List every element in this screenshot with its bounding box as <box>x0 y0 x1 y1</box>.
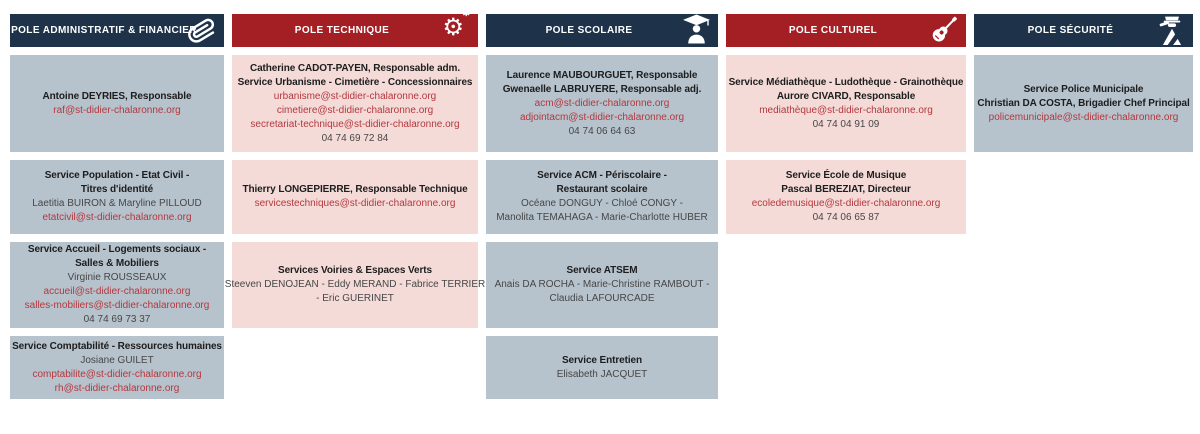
card-title-line: Service Police Municipale <box>1023 83 1144 95</box>
email-link[interactable]: raf@st-didier-chalaronne.org <box>53 104 181 116</box>
card-text-line: Claudia LAFOURCADE <box>549 293 655 304</box>
card-title-line: Service Comptabilité - Ressources humaines <box>12 340 222 352</box>
card-title-line: Service ATSEM <box>566 265 638 276</box>
service-card <box>486 55 718 152</box>
pole-column-technique <box>224 5 486 434</box>
email-link[interactable]: adjointacm@st-didier-chalaronne.org <box>519 111 685 123</box>
pole-header-administratif-financier <box>10 14 224 47</box>
pole-header-culturel <box>726 14 966 47</box>
pole-header-scolaire <box>486 14 718 47</box>
pole-title: POLE SÉCURITÉ <box>1027 25 1114 36</box>
email-link[interactable]: ecoledemusique@st-didier-chalaronne.org <box>751 198 941 209</box>
service-card <box>486 336 718 399</box>
phone-number: 04 74 69 73 37 <box>83 314 151 325</box>
email-link[interactable]: accueil@st-didier-chalaronne.org <box>43 286 191 297</box>
service-card <box>232 55 478 152</box>
email-link[interactable]: mediathèque@st-didier-chalaronne.org <box>759 104 933 116</box>
service-card <box>10 160 224 234</box>
phone-number: 04 74 69 72 84 <box>321 132 389 144</box>
card-title-line: Antoine DEYRIES, Responsable <box>42 90 192 102</box>
card-title-line: Pascal BEREZIAT, Directeur <box>781 184 911 195</box>
card-title-line: Thierry LONGEPIERRE, Responsable Technique <box>242 184 468 195</box>
card-text-line: Elisabeth JACQUET <box>556 368 648 380</box>
email-link[interactable]: acm@st-didier-chalaronne.org <box>534 97 670 109</box>
card-title-line: Service ACM - Périscolaire - <box>537 170 667 181</box>
card-title-line: Service Accueil - Logements sociaux - <box>27 244 207 255</box>
pole-title: POLE CULTUREL <box>788 25 878 36</box>
card-text-line: Steeven DENOJEAN - Eddy MERAND - Fabrice TERRIER <box>224 279 486 290</box>
card-title-line: Service Entretien <box>561 354 642 366</box>
card-title-line: Catherine CADOT-PAYEN, Responsable adm. <box>249 62 461 74</box>
email-link[interactable]: policemunicipale@st-didier-chalaronne.org <box>988 111 1179 123</box>
card-text-line: Laetitia BUIRON & Maryline PILLOUD <box>32 198 202 209</box>
pole-column-securite <box>974 14 1193 434</box>
pole-column-scolaire <box>486 14 718 434</box>
service-card <box>486 160 718 234</box>
pole-column-administratif-financier <box>10 14 224 434</box>
service-card <box>10 242 224 328</box>
email-link[interactable]: secretariat-technique@st-didier-chalaronne.org <box>250 118 460 130</box>
card-title-line: Laurence MAUBOURGUET, Responsable <box>506 69 698 81</box>
card-title-line: Service Urbanisme - Cimetière - Concessionnaires <box>237 76 473 88</box>
phone-number: 04 74 06 65 87 <box>812 212 880 223</box>
phone-number: 04 74 04 91 09 <box>812 118 880 130</box>
card-title-line: Gwenaelle LABRUYERE, Responsable adj. <box>502 83 702 95</box>
service-card <box>10 336 224 399</box>
service-card <box>232 160 478 234</box>
card-title-line: Salles & Mobiliers <box>75 258 159 269</box>
email-link[interactable]: cimetiere@st-didier-chalaronne.org <box>276 104 434 116</box>
email-link[interactable]: servicestechniques@st-didier-chalaronne.org <box>254 198 456 209</box>
guitar-icon <box>936 13 954 45</box>
card-title-line: Titres d'identité <box>80 184 154 195</box>
service-card <box>10 55 224 152</box>
pole-title: POLE ADMINISTRATIF & FINANCIER <box>11 25 197 36</box>
pole-column-culturel <box>726 14 966 434</box>
pole-header-technique <box>232 5 478 47</box>
email-link[interactable]: salles-mobiliers@st-didier-chalaronne.org <box>24 300 210 311</box>
pole-header-securite <box>974 14 1193 47</box>
service-card <box>726 55 966 152</box>
card-text-line: Anais DA ROCHA - Marie-Christine RAMBOUT - <box>494 279 710 290</box>
card-text-line: Virginie ROUSSEAUX <box>67 272 167 283</box>
graduation-cap-icon <box>683 14 710 43</box>
email-link[interactable]: comptabilite@st-didier-chalaronne.org <box>32 368 202 380</box>
phone-number: 04 74 06 64 63 <box>568 125 636 137</box>
email-link[interactable]: rh@st-didier-chalaronne.org <box>54 382 180 394</box>
card-title-line: Christian DA COSTA, Brigadier Chef Principal <box>977 97 1190 109</box>
card-title-line: Restaurant scolaire <box>556 184 648 195</box>
card-text-line: Océane DONGUY - Chloé CONGY - <box>521 198 683 209</box>
email-link[interactable]: etatcivil@st-didier-chalaronne.org <box>42 212 192 223</box>
service-card <box>486 242 718 328</box>
card-title-line: Service Population - Etat Civil - <box>44 170 190 181</box>
card-text-line: Josiane GUILET <box>80 354 154 366</box>
email-link[interactable]: urbanisme@st-didier-chalaronne.org <box>273 90 437 102</box>
police-officer-icon <box>1159 15 1185 45</box>
card-title-line: Aurore CIVARD, Responsable <box>776 90 916 102</box>
pole-title: POLE SCOLAIRE <box>545 25 633 36</box>
service-card <box>726 160 966 234</box>
paperclip-icon <box>188 16 216 46</box>
card-text-line: - Eric GUERINET <box>316 293 394 304</box>
service-card <box>224 242 486 328</box>
card-title-line: Service École de Musique <box>785 170 907 181</box>
card-title-line: Service Médiathèque - Ludothèque - Grainothèque <box>728 76 964 88</box>
gears-icon: ⚙ ⚙ <box>442 5 472 42</box>
service-card <box>974 55 1193 152</box>
card-title-line: Services Voiries & Espaces Verts <box>278 265 432 276</box>
card-text-line: Manolita TEMAHAGA - Marie-Charlotte HUBER <box>496 212 708 223</box>
pole-title: POLE TECHNIQUE <box>294 25 390 36</box>
